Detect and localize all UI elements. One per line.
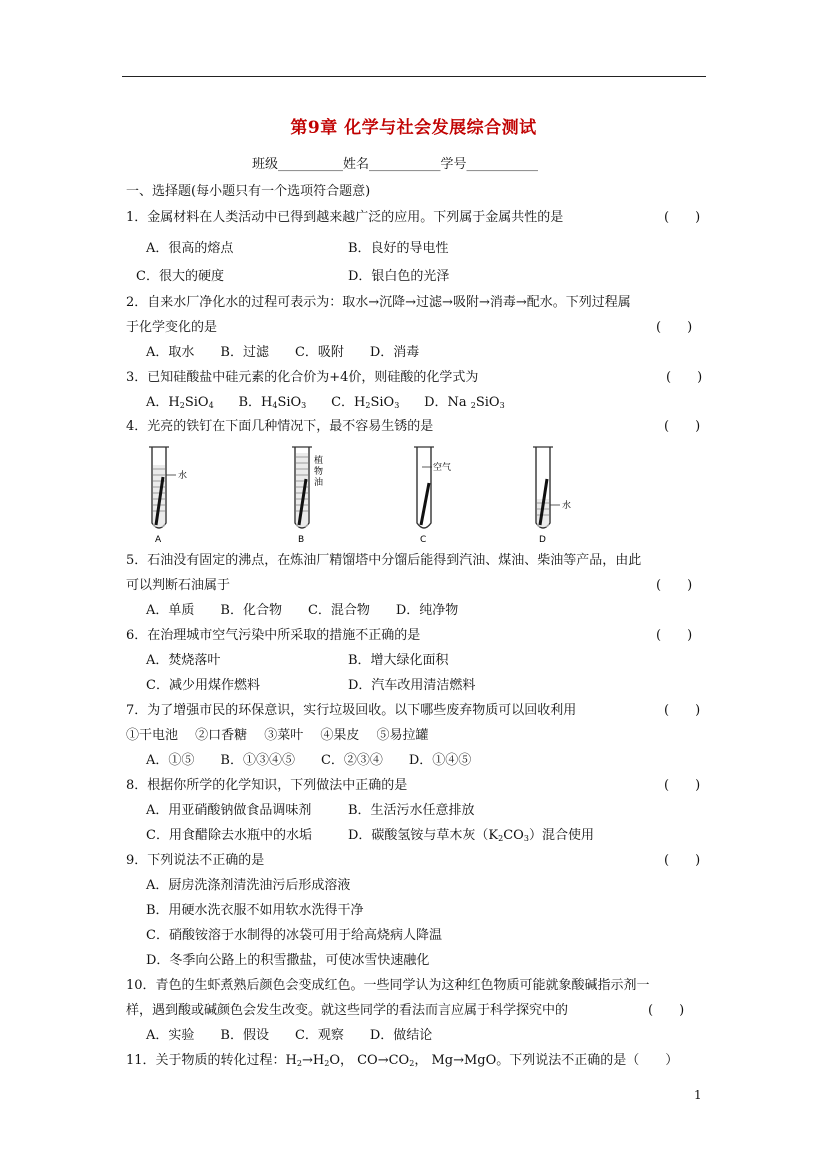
q2-stem-line2: 于化学变化的是 [126, 320, 218, 335]
q1-option-c: C．很大的硬度 [136, 269, 224, 284]
q1-stem: 1．金属材料在人类活动中已得到越来越广泛的应用。下列属于金属共性的是 [126, 210, 564, 225]
label-b: B [298, 535, 305, 545]
test-tube-figure [146, 443, 576, 543]
q2-stem-line1: 2．自来水厂净化水的过程可表示为：取水→沉降→过滤→吸附→消毒→配水。下列过程属 [126, 295, 631, 310]
label-oil-1: 植 [314, 456, 324, 466]
q3-option-a: A．$H_2SiO_4$ [146, 395, 214, 410]
q5-options: A．单质 B．化合物 C．混合物 D．纯净物 [146, 603, 459, 618]
q1-answer-paren: ( ) [664, 210, 701, 225]
q4-stem: 4．光亮的铁钉在下面几种情况下，最不容易生锈的是 [126, 419, 434, 434]
section-heading: 一、选择题(每小题只有一个选项符合题意) [126, 184, 371, 199]
q6-option-c: C．减少用煤作燃料 [146, 678, 260, 693]
page-title: 第9章 化学与社会发展综合测试 [290, 118, 537, 138]
q2-options: A．取水 B．过滤 C．吸附 D．消毒 [146, 345, 420, 360]
q6-stem: 6．在治理城市空气污染中所采取的措施不正确的是 [126, 628, 421, 643]
q7-options: A．①⑤ B．①③④⑤ C．②③④ D．①④⑤ [146, 753, 472, 768]
q7-items: ①干电池 ②口香糖 ③菜叶 ④果皮 ⑤易拉罐 [126, 728, 429, 743]
q6-answer-paren: ( ) [656, 628, 693, 643]
label-water-a: 水 [178, 471, 188, 481]
test-tube-c [414, 447, 451, 545]
q7-answer-paren: ( ) [664, 703, 701, 718]
test-tube-d [533, 447, 571, 545]
q8-option-c: C．用食醋除去水瓶中的水垢 [146, 828, 312, 843]
label-water-d: 水 [562, 501, 572, 511]
label-air: 空气 [433, 463, 452, 473]
label-c: C [420, 535, 427, 545]
q10-answer-paren: ( ) [648, 1003, 685, 1018]
q3-options [146, 391, 505, 410]
q8-option-a: A．用亚硝酸钠做食品调味剂 [146, 803, 312, 818]
q3-option-d: D．Na $_2$SiO$_3$ [424, 395, 505, 410]
label-d: D [539, 535, 546, 545]
label-a: A [155, 535, 162, 545]
q9-option-d: D．冬季向公路上的积雪撒盐，可使冰雪快速融化 [146, 953, 430, 968]
q5-answer-paren: ( ) [656, 578, 693, 593]
q8-option-d: D．碳酸氢铵与草木灰$(K_2CO_3)$混合使用 [348, 828, 594, 843]
q1-option-a: A．很高的熔点 [146, 241, 234, 256]
q3-option-b: B．$H_4SiO_3$ [238, 395, 307, 410]
q3-answer-paren: ( ) [666, 370, 703, 385]
q9-option-a: A．厨房洗涤剂清洗油污后形成溶液 [146, 878, 351, 893]
header-rule [122, 76, 706, 77]
q2-answer-paren: ( ) [656, 320, 693, 335]
q3-option-c: C．$H_2SiO_3$ [331, 395, 400, 410]
label-oil-2: 物 [314, 467, 324, 477]
q3-stem: 3．已知硅酸盐中硅元素的化合价为+4价，则硅酸的化学式为 [126, 370, 479, 385]
q11-stem: 11．关于物质的转化过程：$H_2\to H_2O$， $CO\to CO_2$， Mg→MgO。下列说法不正确的是（ ） [126, 1053, 679, 1068]
test-tube-b [292, 447, 323, 545]
q6-option-a: A．焚烧落叶 [146, 653, 221, 668]
q5-stem-line1: 5．石油没有固定的沸点，在炼油厂精馏塔中分馏后能得到汽油、煤油、柴油等产品，由此 [126, 553, 642, 568]
q9-stem: 9．下列说法不正确的是 [126, 853, 265, 868]
q10-stem-line2: 样，遇到酸或碱颜色会发生改变。就这些同学的看法而言应属于科学探究中的 [126, 1003, 569, 1018]
q10-stem-line1: 10．青色的生虾煮熟后颜色会变成红色。一些同学认为这种红色物质可能就象酸碱指示剂一 [126, 978, 650, 993]
q1-option-d: D．银白色的光泽 [348, 269, 450, 284]
q8-option-b: B．生活污水任意排放 [348, 803, 475, 818]
test-tube-a [149, 447, 187, 545]
label-oil-3: 油 [314, 478, 324, 488]
q4-answer-paren: ( ) [664, 419, 701, 434]
q10-options: A．实验 B．假设 C．观察 D．做结论 [146, 1028, 433, 1043]
page-number: 1 [694, 1088, 702, 1102]
q5-stem-line2: 可以判断石油属于 [126, 578, 231, 593]
q9-option-c: C．硝酸铵溶于水制得的冰袋可用于给高烧病人降温 [146, 928, 442, 943]
q9-option-b: B．用硬水洗衣服不如用软水洗得干净 [146, 903, 364, 918]
student-info-line: 班级__________姓名___________学号___________ [252, 157, 539, 172]
q7-stem: 7．为了增强市民的环保意识，实行垃圾回收。以下哪些废弃物质可以回收利用 [126, 703, 577, 718]
q6-option-d: D．汽车改用清洁燃料 [348, 678, 476, 693]
q6-option-b: B．增大绿化面积 [348, 653, 449, 668]
q9-answer-paren: ( ) [664, 853, 701, 868]
q1-option-b: B．良好的导电性 [348, 241, 449, 256]
q8-answer-paren: ( ) [664, 778, 701, 793]
q8-stem: 8．根据你所学的化学知识，下列做法中正确的是 [126, 778, 408, 793]
